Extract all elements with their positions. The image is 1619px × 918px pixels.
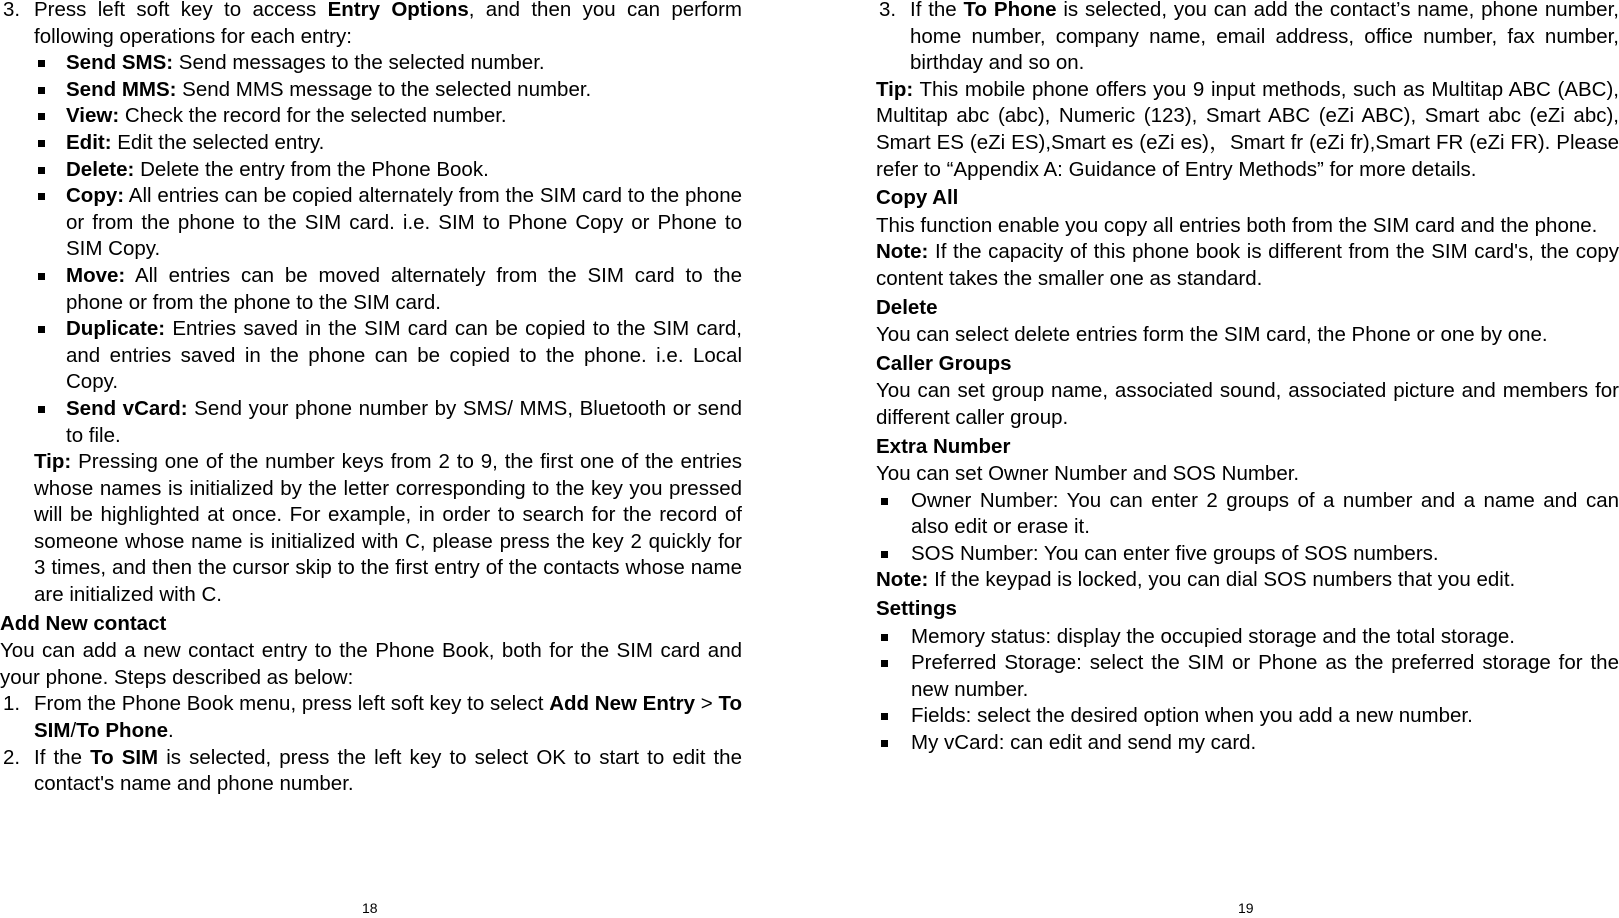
settings-heading: Settings — [876, 597, 957, 621]
bullet-square-icon — [38, 167, 45, 174]
option-duplicate: Duplicate: Entries saved in the SIM card can be copied to the SIM card, and entries saved in the phone can be copied to the phone. i.e. Local Copy. — [0, 316, 742, 396]
entry-options-step: 3. Press left soft key to access Entry Options, and then you can perform following operations for each entry: — [0, 0, 742, 50]
bullet-square-icon — [881, 713, 888, 720]
add-step-1: 1. From the Phone Book menu, press left soft key to select Add New Entry > To SIM/To Phone. — [3, 692, 742, 743]
list-item: Preferred Storage: select the SIM or Phone as the preferred storage for the new number. — [876, 650, 1619, 703]
copy-all-text: This function enable you copy all entries both from the SIM card and the phone. — [876, 213, 1598, 237]
extra-number-list — [876, 488, 1619, 568]
add-new-contact-intro: You can add a new contact entry to the Phone Book, both for the SIM card and your phone. Steps described as below: — [0, 639, 742, 689]
extra-number-text: You can set Owner Number and SOS Number. — [876, 462, 1300, 486]
option-send-sms: Send SMS: Send messages to the selected number. — [0, 50, 742, 77]
extra-number-heading: Extra Number — [876, 434, 1011, 458]
list-item: Fields: select the desired option when you add a new number. — [876, 703, 1619, 730]
bullet-square-icon — [38, 60, 45, 67]
bullet-square-icon — [38, 273, 45, 280]
page-18-content — [0, 0, 742, 798]
entry-tip: Tip: Pressing one of the number keys from 2 to 9, the first one of the entries whose names is initialized by the letter corresponding to the key you pressed will be highlighted at once. For example, in order to search for the record of someone whose name is initialized with C, please press the key 2 quickly for 3 times, and then the cursor skip to the first entry of the contacts whose name are initialized with C. — [34, 450, 742, 607]
copy-all-note: Note: If the capacity of this phone book is different from the SIM card's, the copy content takes the smaller one as standard. — [876, 240, 1619, 290]
page-19 — [876, 0, 1619, 918]
copy-all-heading: Copy All — [876, 186, 959, 210]
list-item: My vCard: can edit and send my card. — [876, 730, 1619, 757]
add-step-3: 3. If the To Phone is selected, you can add the contact’s name, phone number, home number, company name, email address, office number, fax number, birthday and so on. — [879, 0, 1619, 75]
bullet-square-icon — [38, 326, 45, 333]
bullet-square-icon — [38, 87, 45, 94]
caller-groups-heading: Caller Groups — [876, 351, 1012, 375]
option-delete: Delete: Delete the entry from the Phone Book. — [0, 157, 742, 184]
entry-options-term: Entry Options — [327, 0, 469, 21]
bullet-square-icon — [881, 660, 888, 667]
page-number: 19 — [1238, 900, 1254, 916]
option-view: View: Check the record for the selected number. — [0, 103, 742, 130]
option-send-mms: Send MMS: Send MMS message to the selected number. — [0, 77, 742, 104]
bullet-square-icon — [881, 634, 888, 641]
page-number: 18 — [362, 900, 378, 916]
page-18 — [0, 0, 742, 918]
bullet-square-icon — [38, 140, 45, 147]
caller-groups-text: You can set group name, associated sound, associated picture and members for different caller group. — [876, 379, 1619, 429]
delete-heading: Delete — [876, 295, 938, 319]
bullet-square-icon — [881, 740, 888, 747]
delete-text: You can select delete entries form the SIM card, the Phone or one by one. — [876, 323, 1548, 347]
option-send-vcard: Send vCard: Send your phone number by SMS/ MMS, Bluetooth or send to file. — [0, 396, 742, 449]
list-item: SOS Number: You can enter five groups of SOS numbers. — [876, 541, 1619, 568]
bullet-square-icon — [881, 498, 888, 505]
bullet-square-icon — [38, 406, 45, 413]
settings-list — [876, 624, 1619, 757]
entry-options-list — [0, 50, 742, 449]
bullet-square-icon — [881, 551, 888, 558]
option-move: Move: All entries can be moved alternately from the SIM card to the phone or from the phone to the SIM card. — [0, 263, 742, 316]
input-methods-tip: Tip: This mobile phone offers you 9 input methods, such as Multitap ABC (ABC), Multitap abc (abc), Numeric (123), Smart ABC (eZi ABC), Smart abc (eZi abc), Smart ES (eZi ES),Smart es (eZi es)，Smart fr (eZi fr),Smart FR (eZi FR). Please refer to “Appendix A: Guidance of Entry Methods” for more details. — [876, 77, 1619, 181]
option-copy: Copy: All entries can be copied alternately from the SIM card to the phone or from the phone to the SIM card. i.e. SIM to Phone Copy or Phone to SIM Copy. — [0, 183, 742, 263]
option-edit: Edit: Edit the selected entry. — [0, 130, 742, 157]
add-step-2: 2. If the To SIM is selected, press the left key to select OK to start to edit the contact's name and phone number. — [3, 745, 742, 796]
add-new-contact-heading: Add New contact — [0, 611, 167, 635]
step-number: 3. — [3, 0, 21, 21]
extra-number-note: Note: If the keypad is locked, you can dial SOS numbers that you edit. — [876, 568, 1516, 592]
bullet-square-icon — [38, 193, 45, 200]
list-item: Owner Number: You can enter 2 groups of a number and a name and can also edit or erase it. — [876, 488, 1619, 541]
page-19-content — [876, 0, 1619, 757]
list-item: Memory status: display the occupied storage and the total storage. — [876, 624, 1619, 651]
bullet-square-icon — [38, 113, 45, 120]
